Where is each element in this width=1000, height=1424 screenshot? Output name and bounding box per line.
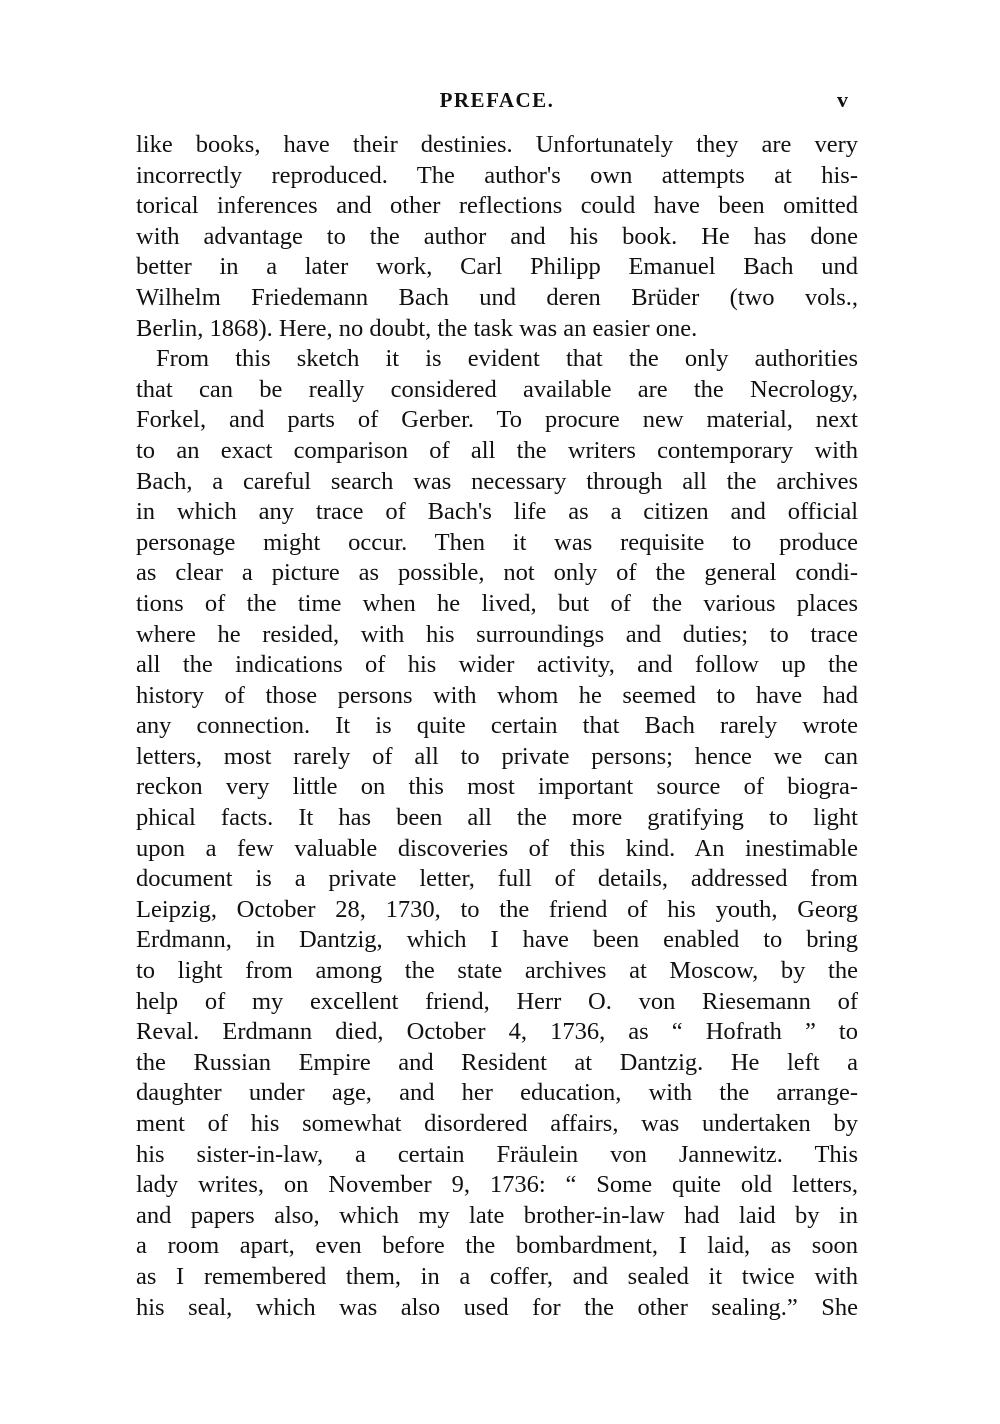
text-line: ment of his somewhat disordered affairs, was undertaken by [136,1110,858,1137]
text-line: incorrectly reproduced. The author's own attempts at his- [136,161,858,189]
text-line: document is a private letter, full of details, addressed from [136,865,858,893]
text-line: to light from among the state archives at Moscow, by the [136,957,858,985]
text-line: his seal, which was also used for the other sealing.” She [136,1293,858,1321]
running-title: PREFACE. [439,88,555,112]
text-line: help of my excellent friend, Herr O. von Riesemann of [136,987,858,1015]
text-line: history of those persons with whom he seemed to have had [136,681,858,709]
text-line: phical facts. It has been all the more gratifying to light [136,804,858,832]
text-line: Erdmann, in Dantzig, which I have been enabled to bring [136,926,858,954]
text-line: the Russian Empire and Resident at Dantzig. He left a [136,1048,858,1076]
body-text [136,130,858,1323]
text-line: torical inferences and other reflections could have been omitted [136,192,858,220]
text-line: Berlin, 1868). Here, no doubt, the task was an easier one. [136,314,698,342]
text-line: Bach, a careful search was necessary through all the archives [136,467,858,495]
text-line: daughter under age, and her education, with the arrange- [136,1079,858,1107]
text-line: upon a few valuable discoveries of this kind. An inestimable [136,834,858,862]
text-line: letters, most rarely of all to private persons; hence we can [136,742,858,770]
text-line: his sister-in-law, a certain Fräulein von Jannewitz. This [136,1140,858,1168]
text-line: where he resided, with his surroundings and duties; to trace [136,620,858,648]
text-line: better in a later work, Carl Philipp Emanuel Bach und [136,253,858,281]
text-line: that can be really considered available are the Necrology, [136,375,858,403]
text-line: to an exact comparison of all the writers contemporary with [136,436,858,464]
text-line: Reval. Erdmann died, October 4, 1736, as “ Hofrath ” to [136,1018,858,1046]
text-line: a room apart, even before the bombardment, I laid, as soon [136,1232,858,1260]
text-line: lady writes, on November 9, 1736: “ Some quite old letters, [136,1171,858,1199]
text-line: as I remembered them, in a coffer, and sealed it twice with [136,1262,858,1290]
text-line: personage might occur. Then it was requisite to produce [136,528,858,556]
text-line: and papers also, which my late brother-in-law had laid by in [136,1201,858,1229]
text-line: like books, have their destinies. Unfortunately they are very [136,131,858,158]
text-line: any connection. It is quite certain that Bach rarely wrote [136,712,858,740]
text-line: From this sketch it is evident that the only authorities [156,345,858,373]
text-line: Wilhelm Friedemann Bach und deren Brüder (two vols., [136,283,858,311]
text-line: in which any trace of Bach's life as a citizen and official [136,498,858,526]
text-line: Leipzig, October 28, 1730, to the friend of his youth, Georg [136,895,858,923]
text-line: as clear a picture as possible, not only of the general condi- [136,559,858,587]
text-line: reckon very little on this most important source of biogra- [136,773,858,801]
page-number: v [837,87,848,112]
running-head [136,80,858,120]
text-line: with advantage to the author and his book. He has done [136,222,858,250]
text-line: tions of the time when he lived, but of the various places [136,589,858,617]
text-line: Forkel, and parts of Gerber. To procure new material, next [136,406,858,434]
text-line: all the indications of his wider activity, and follow up the [136,651,858,679]
